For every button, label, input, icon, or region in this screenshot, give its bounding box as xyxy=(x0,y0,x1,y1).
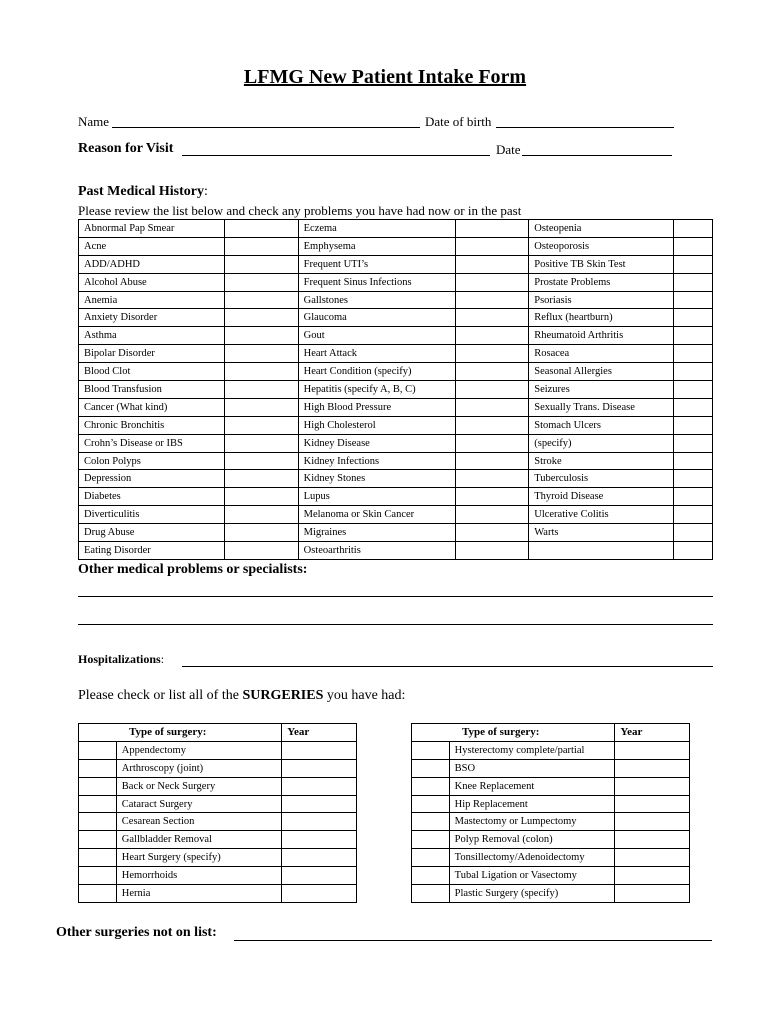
history-row xyxy=(79,542,713,560)
history-item-col1: Bipolar Disorder xyxy=(79,345,225,363)
history-row xyxy=(79,255,713,273)
history-item-col3: Rheumatoid Arthritis xyxy=(529,327,674,345)
history-checkbox[interactable] xyxy=(456,327,529,345)
history-item-col3: Ulcerative Colitis xyxy=(529,506,674,524)
surgery-type: Mastectomy or Lumpectomy xyxy=(449,813,615,831)
history-item-col3: Stroke xyxy=(529,452,674,470)
history-checkbox[interactable] xyxy=(456,470,529,488)
surgeries-intro-suffix: you have had: xyxy=(323,688,406,703)
surgery-checkbox[interactable] xyxy=(79,885,117,903)
history-item-col3: Osteopenia xyxy=(529,220,674,238)
surgery-row-left xyxy=(79,795,357,813)
history-checkbox[interactable] xyxy=(674,291,713,309)
history-item-col3: Sexually Trans. Disease xyxy=(529,398,674,416)
hospitalizations-colon: : xyxy=(160,652,165,666)
history-item-col2: Kidney Disease xyxy=(298,434,456,452)
surgery-type: Hip Replacement xyxy=(449,795,615,813)
history-item-col2: Lupus xyxy=(298,488,456,506)
history-checkbox[interactable] xyxy=(456,398,529,416)
history-checkbox[interactable] xyxy=(224,488,298,506)
history-heading xyxy=(78,184,208,200)
surgery-year-field[interactable] xyxy=(615,849,690,867)
history-item-col3: Rosacea xyxy=(529,345,674,363)
history-item-col2: Kidney Infections xyxy=(298,452,456,470)
surgery-row-left xyxy=(79,831,357,849)
history-item-col2: Emphysema xyxy=(298,237,456,255)
surgery-year-field[interactable] xyxy=(282,741,357,759)
history-checkbox[interactable] xyxy=(674,273,713,291)
history-checkbox[interactable] xyxy=(456,220,529,238)
history-item-col2: Gallstones xyxy=(298,291,456,309)
surgery-checkbox[interactable] xyxy=(412,849,450,867)
history-item-col2: High Cholesterol xyxy=(298,416,456,434)
surgery-row-left xyxy=(79,741,357,759)
history-checkbox[interactable] xyxy=(674,327,713,345)
surgery-checkbox[interactable] xyxy=(79,777,117,795)
surgery-row-right xyxy=(412,741,690,759)
surgery-year-field[interactable] xyxy=(282,759,357,777)
history-checkbox[interactable] xyxy=(674,434,713,452)
history-checkbox[interactable] xyxy=(224,452,298,470)
history-checkbox[interactable] xyxy=(224,220,298,238)
surgery-checkbox[interactable] xyxy=(79,849,117,867)
history-instruction: Please review the list below and check any problems you have had now or in the past xyxy=(78,203,522,218)
history-checkbox[interactable] xyxy=(674,345,713,363)
history-checkbox[interactable] xyxy=(456,309,529,327)
surgery-row-right xyxy=(412,849,690,867)
surgery-checkbox[interactable] xyxy=(79,831,117,849)
history-item-col1: Diabetes xyxy=(79,488,225,506)
history-checkbox[interactable] xyxy=(456,488,529,506)
history-item-col1: Anxiety Disorder xyxy=(79,309,225,327)
surgery-type: Hemorrhoids xyxy=(116,867,281,885)
history-checkbox[interactable] xyxy=(224,381,298,399)
history-checkbox[interactable] xyxy=(224,470,298,488)
surgery-checkbox[interactable] xyxy=(412,867,450,885)
surgeries-intro xyxy=(78,688,405,704)
history-row xyxy=(79,452,713,470)
history-row xyxy=(79,291,713,309)
history-checkbox[interactable] xyxy=(456,381,529,399)
history-item-col1: Cancer (What kind) xyxy=(79,398,225,416)
surgery-checkbox[interactable] xyxy=(412,777,450,795)
surgeries-table-left xyxy=(78,723,357,903)
history-checkbox[interactable] xyxy=(456,434,529,452)
history-item-col1: Eating Disorder xyxy=(79,542,225,560)
history-item-col2: Melanoma or Skin Cancer xyxy=(298,506,456,524)
history-checkbox[interactable] xyxy=(224,327,298,345)
history-item-col2: Heart Condition (specify) xyxy=(298,363,456,381)
surgery-checkbox[interactable] xyxy=(412,885,450,903)
history-checkbox[interactable] xyxy=(224,506,298,524)
history-item-col3: Warts xyxy=(529,524,674,542)
history-checkbox[interactable] xyxy=(674,237,713,255)
date-label: Date xyxy=(496,142,521,157)
surgery-row-left xyxy=(79,777,357,795)
surgery-type: BSO xyxy=(449,759,615,777)
history-item-col3: Reflux (heartburn) xyxy=(529,309,674,327)
history-heading-text: Past Medical History xyxy=(78,184,204,199)
history-checkbox[interactable] xyxy=(456,237,529,255)
history-row xyxy=(79,398,713,416)
history-checkbox[interactable] xyxy=(456,416,529,434)
history-item-col3: Seasonal Allergies xyxy=(529,363,674,381)
date-field[interactable] xyxy=(522,155,672,156)
history-checkbox[interactable] xyxy=(674,363,713,381)
surgery-checkbox[interactable] xyxy=(79,741,117,759)
history-item-col1: Colon Polyps xyxy=(79,452,225,470)
surgery-type: Back or Neck Surgery xyxy=(116,777,281,795)
surgery-row-right xyxy=(412,885,690,903)
history-item-col3: Prostate Problems xyxy=(529,273,674,291)
surgery-row-right xyxy=(412,759,690,777)
other-problems-line-2[interactable] xyxy=(78,624,713,625)
surgery-checkbox[interactable] xyxy=(412,759,450,777)
history-item-col2: High Blood Pressure xyxy=(298,398,456,416)
surgery-row-left xyxy=(79,813,357,831)
history-checkbox[interactable] xyxy=(674,416,713,434)
history-item-col3: Tuberculosis xyxy=(529,470,674,488)
history-checkbox[interactable] xyxy=(224,416,298,434)
surgery-year-field[interactable] xyxy=(282,831,357,849)
history-checkbox[interactable] xyxy=(224,273,298,291)
history-checkbox[interactable] xyxy=(224,363,298,381)
surgery-type: Heart Surgery (specify) xyxy=(116,849,281,867)
history-checkbox[interactable] xyxy=(224,309,298,327)
history-checkbox[interactable] xyxy=(456,273,529,291)
history-row xyxy=(79,470,713,488)
history-item-col1: Diverticulitis xyxy=(79,506,225,524)
name-row xyxy=(78,114,109,130)
history-item-col3: Positive TB Skin Test xyxy=(529,255,674,273)
surgery-year-field[interactable] xyxy=(615,777,690,795)
other-surgeries-row xyxy=(56,925,217,941)
history-item-col3: Thyroid Disease xyxy=(529,488,674,506)
history-row xyxy=(79,363,713,381)
history-item-col1: Anemia xyxy=(79,291,225,309)
history-item-col2: Frequent Sinus Infections xyxy=(298,273,456,291)
history-checkbox[interactable] xyxy=(224,542,298,560)
surgery-checkbox[interactable] xyxy=(79,813,117,831)
surgery-row-right xyxy=(412,813,690,831)
history-checkbox[interactable] xyxy=(456,524,529,542)
surgery-type-header: Type of surgery: xyxy=(412,724,615,742)
history-item-col2: Eczema xyxy=(298,220,456,238)
surgery-year-field[interactable] xyxy=(282,795,357,813)
surgery-checkbox[interactable] xyxy=(412,831,450,849)
history-checkbox[interactable] xyxy=(674,398,713,416)
surgery-type: Hysterectomy complete/partial xyxy=(449,741,615,759)
history-checkbox[interactable] xyxy=(674,470,713,488)
surgery-year-header: Year xyxy=(615,724,690,742)
surgery-row-right xyxy=(412,867,690,885)
surgery-year-field[interactable] xyxy=(615,795,690,813)
history-row xyxy=(79,416,713,434)
history-row xyxy=(79,309,713,327)
surgery-checkbox[interactable] xyxy=(412,741,450,759)
surgery-checkbox[interactable] xyxy=(412,813,450,831)
history-item-col1: Blood Transfusion xyxy=(79,381,225,399)
history-row xyxy=(79,237,713,255)
history-item-col1: ADD/ADHD xyxy=(79,255,225,273)
history-row xyxy=(79,273,713,291)
form-title-text: LFMG New Patient Intake Form xyxy=(243,66,527,88)
history-item-col1: Blood Clot xyxy=(79,363,225,381)
history-checkbox[interactable] xyxy=(674,220,713,238)
history-item-col1: Crohn’s Disease or IBS xyxy=(79,434,225,452)
history-checkbox[interactable] xyxy=(674,542,713,560)
other-problems-label: Other medical problems or specialists: xyxy=(78,562,308,577)
surgery-type: Appendectomy xyxy=(116,741,281,759)
surgery-row-left xyxy=(79,849,357,867)
name-field[interactable] xyxy=(112,127,420,128)
history-checkbox[interactable] xyxy=(224,398,298,416)
form-title xyxy=(0,66,770,89)
history-row xyxy=(79,381,713,399)
history-item-col3: Stomach Ulcers xyxy=(529,416,674,434)
history-checkbox[interactable] xyxy=(456,506,529,524)
surgeries-intro-bold: SURGERIES xyxy=(242,688,324,703)
surgery-type-header: Type of surgery: xyxy=(79,724,282,742)
history-checkbox[interactable] xyxy=(674,309,713,327)
dob-label: Date of birth xyxy=(425,114,492,129)
history-item-col3: Osteoporosis xyxy=(529,237,674,255)
history-item-col3: Seizures xyxy=(529,381,674,399)
other-surgeries-field[interactable] xyxy=(234,940,712,941)
history-item-col3 xyxy=(529,542,674,560)
history-checkbox[interactable] xyxy=(224,345,298,363)
name-label: Name xyxy=(78,114,110,129)
surgery-type: Hernia xyxy=(116,885,281,903)
surgery-year-field[interactable] xyxy=(282,849,357,867)
other-surgeries-label: Other surgeries not on list xyxy=(56,925,213,940)
history-checkbox[interactable] xyxy=(674,488,713,506)
history-checkbox[interactable] xyxy=(224,255,298,273)
history-row xyxy=(79,524,713,542)
surgery-row-right xyxy=(412,795,690,813)
other-problems-line-1[interactable] xyxy=(78,596,713,597)
dob-field[interactable] xyxy=(496,127,674,128)
surgery-checkbox[interactable] xyxy=(79,795,117,813)
surgery-type: Gallbladder Removal xyxy=(116,831,281,849)
surgery-year-field[interactable] xyxy=(615,885,690,903)
surgery-year-field[interactable] xyxy=(282,777,357,795)
surgery-type: Knee Replacement xyxy=(449,777,615,795)
surgery-year-field[interactable] xyxy=(615,813,690,831)
history-heading-colon: : xyxy=(203,184,208,199)
history-checkbox[interactable] xyxy=(456,452,529,470)
history-row xyxy=(79,434,713,452)
history-checkbox[interactable] xyxy=(456,363,529,381)
surgery-year-field[interactable] xyxy=(615,741,690,759)
history-item-col1: Acne xyxy=(79,237,225,255)
surgeries-table-right xyxy=(411,723,690,903)
history-row xyxy=(79,327,713,345)
surgery-year-field[interactable] xyxy=(615,867,690,885)
history-item-col1: Drug Abuse xyxy=(79,524,225,542)
history-checkbox[interactable] xyxy=(456,542,529,560)
history-row xyxy=(79,488,713,506)
surgeries-intro-prefix: Please check or list all of the xyxy=(78,688,243,703)
surgery-row-left xyxy=(79,759,357,777)
history-item-col2: Osteoarthritis xyxy=(298,542,456,560)
reason-label: Reason for Visit xyxy=(78,141,174,156)
surgery-year-header: Year xyxy=(282,724,357,742)
surgery-row-left xyxy=(79,885,357,903)
history-checkbox[interactable] xyxy=(456,255,529,273)
surgery-header-row xyxy=(79,724,357,742)
history-item-col1: Chronic Bronchitis xyxy=(79,416,225,434)
history-item-col1: Depression xyxy=(79,470,225,488)
surgery-row-right xyxy=(412,777,690,795)
history-item-col2: Frequent UTI’s xyxy=(298,255,456,273)
history-checkbox[interactable] xyxy=(674,255,713,273)
surgery-checkbox[interactable] xyxy=(79,759,117,777)
surgery-type: Plastic Surgery (specify) xyxy=(449,885,615,903)
surgery-type: Cesarean Section xyxy=(116,813,281,831)
hospitalizations-label: Hospitalizations xyxy=(78,652,161,666)
history-checkbox[interactable] xyxy=(674,524,713,542)
history-checkbox[interactable] xyxy=(224,524,298,542)
surgery-year-field[interactable] xyxy=(282,885,357,903)
history-item-col2: Gout xyxy=(298,327,456,345)
surgery-row-left xyxy=(79,867,357,885)
surgery-checkbox[interactable] xyxy=(79,867,117,885)
surgery-year-field[interactable] xyxy=(615,831,690,849)
history-item-col2: Hepatitis (specify A, B, C) xyxy=(298,381,456,399)
surgery-checkbox[interactable] xyxy=(412,795,450,813)
history-row xyxy=(79,220,713,238)
surgery-header-row xyxy=(412,724,690,742)
medical-history-table xyxy=(78,219,713,560)
surgery-year-field[interactable] xyxy=(282,813,357,831)
other-surgeries-colon: : xyxy=(212,925,217,940)
surgery-type: Arthroscopy (joint) xyxy=(116,759,281,777)
hospitalizations-field[interactable] xyxy=(182,666,713,667)
history-checkbox[interactable] xyxy=(456,291,529,309)
history-checkbox[interactable] xyxy=(674,506,713,524)
surgery-type: Tubal Ligation or Vasectomy xyxy=(449,867,615,885)
surgery-year-field[interactable] xyxy=(615,759,690,777)
history-item-col2: Migraines xyxy=(298,524,456,542)
history-row xyxy=(79,506,713,524)
reason-field[interactable] xyxy=(182,155,490,156)
history-item-col1: Asthma xyxy=(79,327,225,345)
history-item-col2: Glaucoma xyxy=(298,309,456,327)
surgery-type: Cataract Surgery xyxy=(116,795,281,813)
history-item-col1: Alcohol Abuse xyxy=(79,273,225,291)
history-item-col3: Psoriasis xyxy=(529,291,674,309)
history-checkbox[interactable] xyxy=(224,434,298,452)
history-item-col1: Abnormal Pap Smear xyxy=(79,220,225,238)
hospitalizations-row xyxy=(78,652,164,667)
history-item-col3: (specify) xyxy=(529,434,674,452)
history-checkbox[interactable] xyxy=(674,452,713,470)
surgery-year-field[interactable] xyxy=(282,867,357,885)
surgery-type: Polyp Removal (colon) xyxy=(449,831,615,849)
history-checkbox[interactable] xyxy=(456,345,529,363)
history-checkbox[interactable] xyxy=(224,237,298,255)
history-item-col2: Heart Attack xyxy=(298,345,456,363)
surgery-type: Tonsillectomy/Adenoidectomy xyxy=(449,849,615,867)
history-item-col2: Kidney Stones xyxy=(298,470,456,488)
surgery-row-right xyxy=(412,831,690,849)
history-checkbox[interactable] xyxy=(224,291,298,309)
history-checkbox[interactable] xyxy=(674,381,713,399)
history-row xyxy=(79,345,713,363)
